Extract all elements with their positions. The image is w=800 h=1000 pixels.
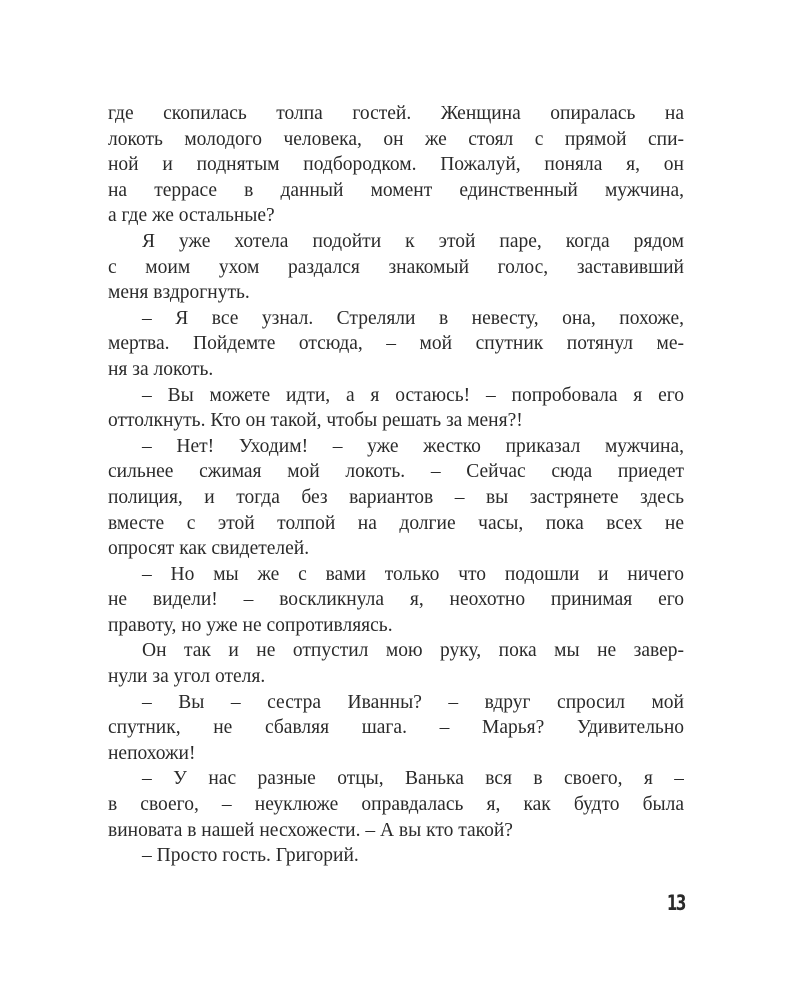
text-line: непохожи! [108, 742, 196, 764]
text-line: мертва. Пойдемте отсюда, – мой спутник потянул ме- [108, 333, 684, 355]
text-line: сильнее сжимая мой локоть. – Сейчас сюда приедет [108, 461, 684, 483]
text-line: – Нет! Уходим! – уже жестко приказал мужчина, [142, 435, 684, 457]
text-line: – Но мы же с вами только что подошли и ничего [142, 563, 684, 585]
text-line: спутник, не сбавляя шага. – Марья? Удивительно [108, 717, 684, 739]
text-line: – У нас разные отцы, Ванька вся в своего, я – [142, 768, 684, 790]
text-line: локоть молодого человека, он же стоял с прямой спи- [108, 128, 684, 150]
text-line: полиция, и тогда без вариантов – вы застрянете здесь [108, 486, 684, 508]
body-text [108, 101, 684, 869]
text-line: в своего, – неуклюже оправдалась я, как будто была [108, 794, 684, 816]
text-line: ня за локоть. [108, 358, 214, 380]
text-line: на террасе в данный момент единственный мужчина, [108, 179, 684, 201]
page-number: 13 [666, 891, 685, 915]
text-line: меня вздрогнуть. [108, 282, 250, 304]
text-line: нули за угол отеля. [108, 666, 266, 688]
text-line: а где же остальные? [108, 205, 275, 227]
text-line: Он так и не отпустил мою руку, пока мы не завер- [142, 640, 684, 662]
text-line: оттолкнуть. Кто он такой, чтобы решать за меня?! [108, 410, 523, 432]
text-line: вместе с этой толпой на долгие часы, пока всех не [108, 512, 684, 534]
text-line: ной и поднятым подбородком. Пожалуй, поняла я, он [108, 154, 684, 176]
text-line: с моим ухом раздался знакомый голос, заставивший [108, 256, 684, 278]
text-line: Я уже хотела подойти к этой паре, когда рядом [142, 230, 684, 252]
text-line: где скопилась толпа гостей. Женщина опиралась на [108, 103, 684, 124]
text-line: виновата в нашей несхожести. – А вы кто такой? [108, 819, 513, 841]
text-line: правоту, но уже не сопротивляясь. [108, 614, 393, 636]
text-line: – Я все узнал. Стреляли в невесту, она, похоже, [142, 307, 684, 329]
text-line: – Просто гость. Григорий. [142, 845, 359, 867]
text-line: – Вы – сестра Иванны? – вдруг спросил мой [142, 691, 684, 713]
text-line: не видели! – воскликнула я, неохотно принимая его [108, 589, 684, 611]
text-line: опросят как свидетелей. [108, 538, 310, 560]
text-line: – Вы можете идти, а я остаюсь! – попробовала я его [142, 384, 684, 406]
